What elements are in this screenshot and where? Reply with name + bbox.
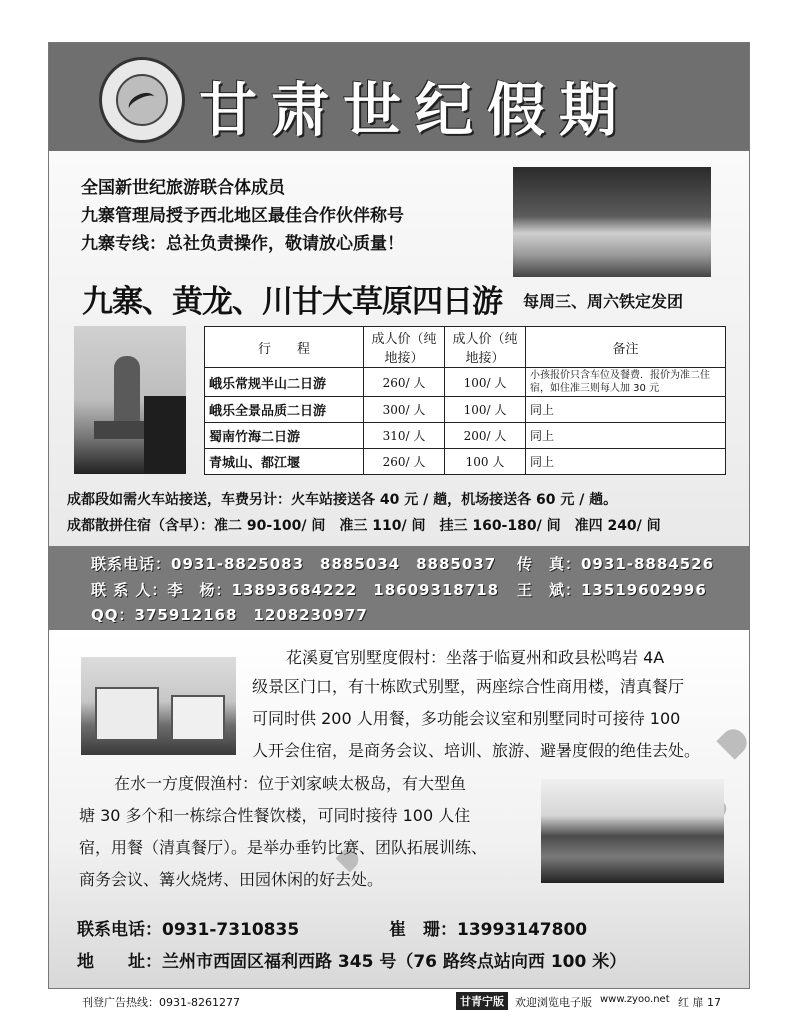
buddha-statue-photo bbox=[74, 326, 186, 474]
intro-line-2: 九寨管理局授予西北地区最佳合作伙伴称号 bbox=[81, 206, 404, 226]
resort-line-2: 级景区门口，有十栋欧式别墅，两座综合性商用楼，清真餐厅 bbox=[252, 677, 685, 696]
tour-headline: 九寨、黄龙、川甘大草原四日游 bbox=[82, 284, 502, 320]
table-row bbox=[205, 423, 726, 449]
ad-title: 甘肃世纪假期 bbox=[199, 76, 632, 144]
intro-line-1: 全国新世纪旅游联合体成员 bbox=[81, 178, 285, 198]
header-route: 行 程 bbox=[205, 327, 364, 368]
route-cell: 峨乐全景品质二日游 bbox=[205, 397, 364, 423]
page-number: 红 扉 17 bbox=[678, 996, 721, 1009]
site-url[interactable]: www.zyoo.net bbox=[600, 994, 670, 1005]
route-cell: 峨乐常规半山二日游 bbox=[205, 368, 364, 397]
note-cell: 同上 bbox=[526, 423, 726, 449]
price-cell: 100/ 人 bbox=[445, 368, 526, 397]
village-line-2: 塘 30 多个和一栋综合性餐饮楼，可同时接待 100 人住 bbox=[79, 806, 471, 825]
page-footer bbox=[0, 987, 799, 1024]
fishing-village-photo bbox=[541, 779, 724, 883]
village-line-4: 商务会议、篝火烧烤、田园休闲的好去处。 bbox=[79, 870, 384, 889]
note-cell: 同上 bbox=[526, 397, 726, 423]
phone-line: 联系电话：0931-8825083 8885034 8885037 bbox=[91, 555, 497, 573]
resort-person-line: 崔 珊：13993147800 bbox=[389, 920, 588, 940]
village-line-1: 在水一方度假渔村：位于刘家峡太极岛，有大型鱼 bbox=[114, 774, 467, 793]
price-cell: 100/ 人 bbox=[445, 397, 526, 423]
fax-line: 传 真：0931-8884526 bbox=[517, 555, 715, 573]
resort-line-3: 可同时供 200 人用餐，多功能会议室和别墅同时可接待 100 bbox=[252, 709, 681, 728]
logo-icon bbox=[99, 57, 185, 143]
tour-price-table bbox=[204, 326, 726, 475]
ad-hotline: 刊登广告热线：0931-8261277 bbox=[82, 996, 240, 1009]
price-cell: 100 人 bbox=[445, 449, 526, 475]
table-row bbox=[205, 449, 726, 475]
note-cell: 同上 bbox=[526, 449, 726, 475]
note-cell: 小孩报价只含车位及餐费．报价为准二住宿，如住准三则每人加 30 元 bbox=[526, 368, 726, 397]
edition-badge: 甘青宁版 bbox=[456, 992, 508, 1010]
price-cell: 300/ 人 bbox=[364, 397, 445, 423]
price-cell: 260/ 人 bbox=[364, 368, 445, 397]
contact-person-line: 联 系 人：李 杨：13893684222 18609318718 bbox=[91, 581, 500, 599]
price-cell: 310/ 人 bbox=[364, 423, 445, 449]
villa-photo bbox=[81, 657, 236, 755]
resort-line-1: 花溪夏官别墅度假村：坐落于临夏州和政县松鸣岩 4A bbox=[286, 648, 665, 667]
header-note: 备注 bbox=[526, 327, 726, 368]
qq-line: QQ：375912168 1208230977 bbox=[91, 606, 368, 624]
price-cell: 260/ 人 bbox=[364, 449, 445, 475]
route-cell: 蜀南竹海二日游 bbox=[205, 423, 364, 449]
resort-line-4: 人开会住宿，是商务会议、培训、旅游、避暑度假的绝佳去处。 bbox=[252, 741, 701, 760]
table-row bbox=[205, 368, 726, 397]
village-line-3: 宿，用餐（清真餐厅）。是举办垂钓比赛、团队拓展训练、 bbox=[79, 838, 488, 857]
price-cell: 200/ 人 bbox=[445, 423, 526, 449]
table-row bbox=[205, 397, 726, 423]
contact-block bbox=[49, 546, 749, 630]
route-cell: 青城山、都江堰 bbox=[205, 449, 364, 475]
departure-schedule: 每周三、周六铁定发团 bbox=[523, 292, 684, 311]
transfer-note: 成都段如需火车站接送，车费另计：火车站接送各 40 元 / 趟，机场接送各 60 元 / 趟。 bbox=[67, 492, 618, 508]
intro-line-3: 九寨专线：总社负责操作，敬请放心质量！ bbox=[81, 234, 404, 254]
header-price1: 成人价（纯地接） bbox=[364, 327, 445, 368]
welcome-text: 欢迎浏览电子版 bbox=[515, 996, 592, 1009]
lodging-note: 成都散拼住宿（含早）：准二 90-100/ 间 准三 110/ 间 挂三 160-180/ 间 准四 240/ 间 bbox=[67, 518, 661, 534]
resort-phone-line: 联系电话：0931-7310835 bbox=[77, 920, 300, 940]
jiuzhai-photo bbox=[513, 167, 711, 277]
resort-address-line: 地 址：兰州市西固区福利西路 345 号（76 路终点站向西 100 米） bbox=[77, 952, 627, 972]
header-price2: 成人价（纯地接） bbox=[445, 327, 526, 368]
contact-person2-line: 王 斌：13519602996 bbox=[517, 581, 707, 599]
table-header bbox=[205, 327, 726, 368]
banner bbox=[49, 43, 749, 151]
advertisement bbox=[48, 42, 750, 989]
